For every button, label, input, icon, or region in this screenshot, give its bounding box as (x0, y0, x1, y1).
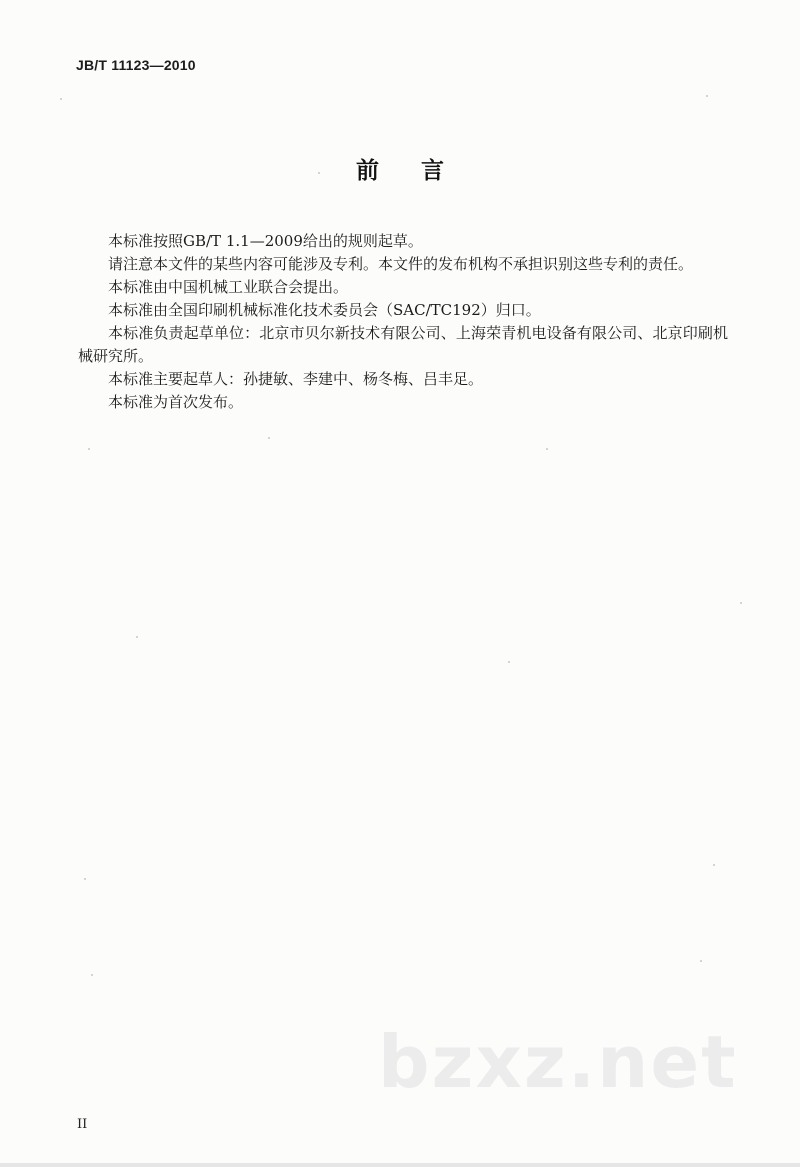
scan-speck (740, 602, 742, 604)
scan-speck (84, 878, 86, 880)
scan-speck (508, 661, 510, 663)
scan-speck (318, 172, 320, 174)
scan-bottom-edge (0, 1163, 800, 1167)
paragraph-first-edition: 本标准为首次发布。 (108, 393, 244, 411)
paragraph-proposed-by: 本标准由中国机械工业联合会提出。 (108, 278, 349, 296)
scan-speck (136, 636, 138, 638)
scan-speck (713, 864, 715, 866)
watermark-text: bzxz.net (378, 1020, 738, 1104)
paragraph-drafting-rules: 本标准按照GB/T 1.1—2009给出的规则起草。 (108, 232, 423, 250)
paragraph-patent-notice: 请注意本文件的某些内容可能涉及专利。本文件的发布机构不承担识别这些专利的责任。 (108, 255, 694, 273)
paragraph-drafting-units: 本标准负责起草单位：北京市贝尔新技术有限公司、上海荣青机电设备有限公司、北京印刷机械研究所。 (78, 324, 728, 365)
page-number: II (77, 1117, 88, 1132)
scan-speck (700, 960, 702, 962)
foreword-body (78, 230, 728, 414)
scan-speck (546, 448, 548, 450)
scan-speck (60, 98, 62, 100)
scan-speck (268, 437, 270, 439)
scan-speck (91, 974, 93, 976)
page-title: 前言 (356, 158, 486, 184)
scan-speck (88, 448, 90, 450)
paragraph-administered-by: 本标准由全国印刷机械标准化技术委员会（SAC/TC192）归口。 (108, 301, 541, 319)
scan-speck (706, 95, 708, 97)
paragraph-drafters: 本标准主要起草人：孙捷敏、李建中、杨冬梅、吕丰足。 (108, 370, 484, 388)
standard-code: JB/T 11123—2010 (76, 57, 196, 73)
